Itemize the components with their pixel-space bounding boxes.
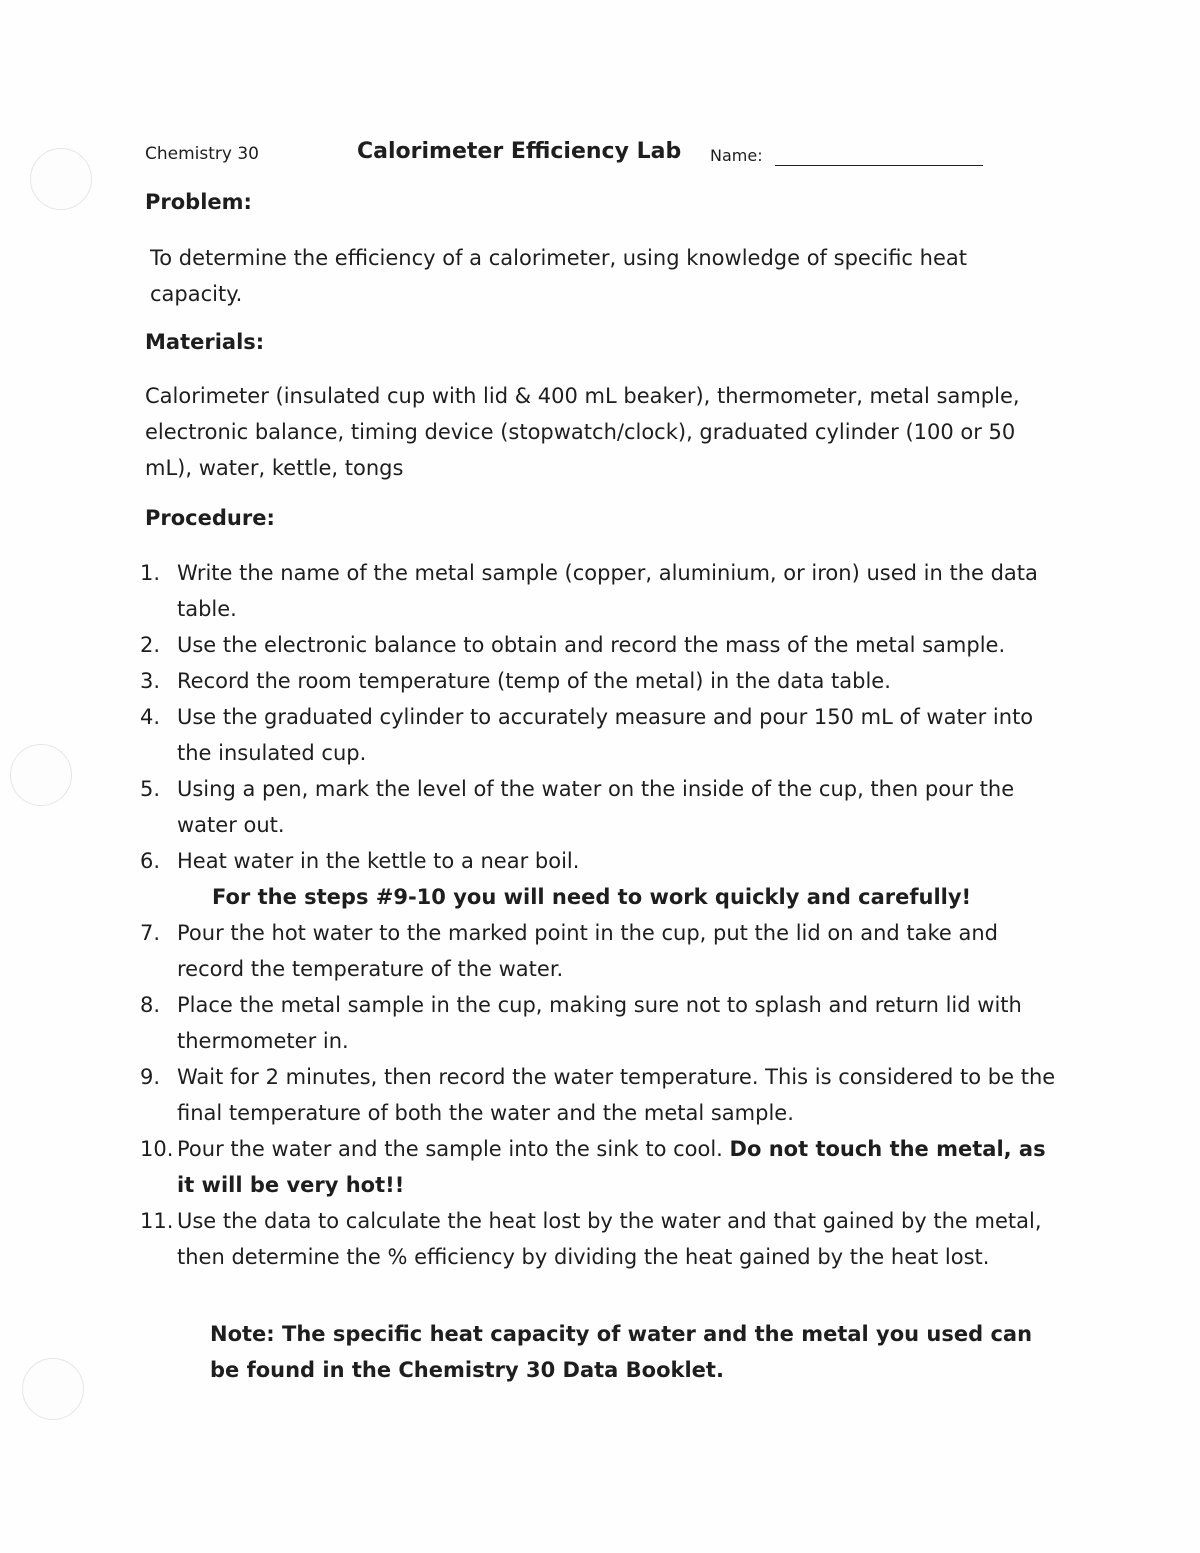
step-number: 2. — [140, 633, 161, 657]
procedure-step — [140, 627, 1060, 663]
procedure-callout: For the steps #9-10 you will need to work quickly and carefully! — [212, 885, 972, 909]
procedure-step — [140, 663, 1060, 699]
materials-text: Calorimeter (insulated cup with lid & 400 mL beaker), thermometer, metal sample, electronic balance, timing device (stopwatch/clock), graduated cylinder (100 or 50 mL), water, kettle, tongs — [145, 384, 1020, 480]
step-text: Pour the water and the sample into the sink to cool. — [177, 1137, 723, 1161]
step-number: 1. — [140, 561, 161, 585]
procedure-step — [140, 771, 1060, 843]
step-text: Wait for 2 minutes, then record the water temperature. This is considered to be the final temperature of both the water and the metal sample. — [177, 1065, 1056, 1125]
procedure-steps — [140, 555, 1060, 1275]
procedure-step — [140, 699, 1060, 771]
step-text: Write the name of the metal sample (copper, aluminium, or iron) used in the data table. — [177, 561, 1038, 621]
name-label: Name: — [710, 146, 763, 165]
step-number: 10. — [140, 1137, 174, 1161]
procedure-step — [140, 987, 1060, 1059]
data-booklet-note: Note: The specific heat capacity of water and the metal you used can be found in the Chemistry 30 Data Booklet. — [210, 1322, 1033, 1382]
step-text: Record the room temperature (temp of the metal) in the data table. — [177, 669, 891, 693]
step-text: Use the graduated cylinder to accurately measure and pour 150 mL of water into the insulated cup. — [177, 705, 1034, 765]
problem-heading: Problem: — [145, 190, 252, 214]
step-number: 4. — [140, 705, 161, 729]
course-name: Chemistry 30 — [145, 144, 259, 164]
punch-hole — [22, 1358, 84, 1420]
procedure-step — [140, 1131, 1060, 1203]
worksheet-header — [145, 136, 1005, 176]
step-text: Using a pen, mark the level of the water on the inside of the cup, then pour the water out. — [177, 777, 1015, 837]
procedure-step — [140, 915, 1060, 987]
step-number: 9. — [140, 1065, 161, 1089]
step-number: 6. — [140, 849, 161, 873]
step-number: 11. — [140, 1209, 174, 1233]
step-warning: Do not touch the metal, as it will be very hot!! — [177, 1137, 1046, 1197]
step-number: 7. — [140, 921, 161, 945]
procedure-step — [140, 1203, 1060, 1275]
punch-hole — [10, 744, 72, 806]
materials-heading: Materials: — [145, 330, 265, 354]
step-text: Place the metal sample in the cup, making sure not to splash and return lid with thermometer in. — [177, 993, 1022, 1053]
step-text: Use the electronic balance to obtain and record the mass of the metal sample. — [177, 633, 1006, 657]
step-text: Use the data to calculate the heat lost by the water and that gained by the metal, then determine the % efficiency by dividing the heat gained by the heat lost. — [177, 1209, 1042, 1269]
step-number: 5. — [140, 777, 161, 801]
step-number: 3. — [140, 669, 161, 693]
name-blank-line — [775, 165, 983, 166]
problem-text: To determine the efficiency of a calorimeter, using knowledge of specific heat capacity. — [150, 246, 967, 306]
procedure-heading: Procedure: — [145, 506, 275, 530]
page-title: Calorimeter Efficiency Lab — [357, 139, 682, 164]
procedure-step — [140, 555, 1060, 627]
punch-hole — [30, 148, 92, 210]
step-text: Pour the hot water to the marked point in the cup, put the lid on and take and record the temperature of the water. — [177, 921, 999, 981]
procedure-step — [140, 1059, 1060, 1131]
step-number: 8. — [140, 993, 161, 1017]
procedure-step — [140, 843, 1060, 879]
step-text: Heat water in the kettle to a near boil. — [177, 849, 580, 873]
